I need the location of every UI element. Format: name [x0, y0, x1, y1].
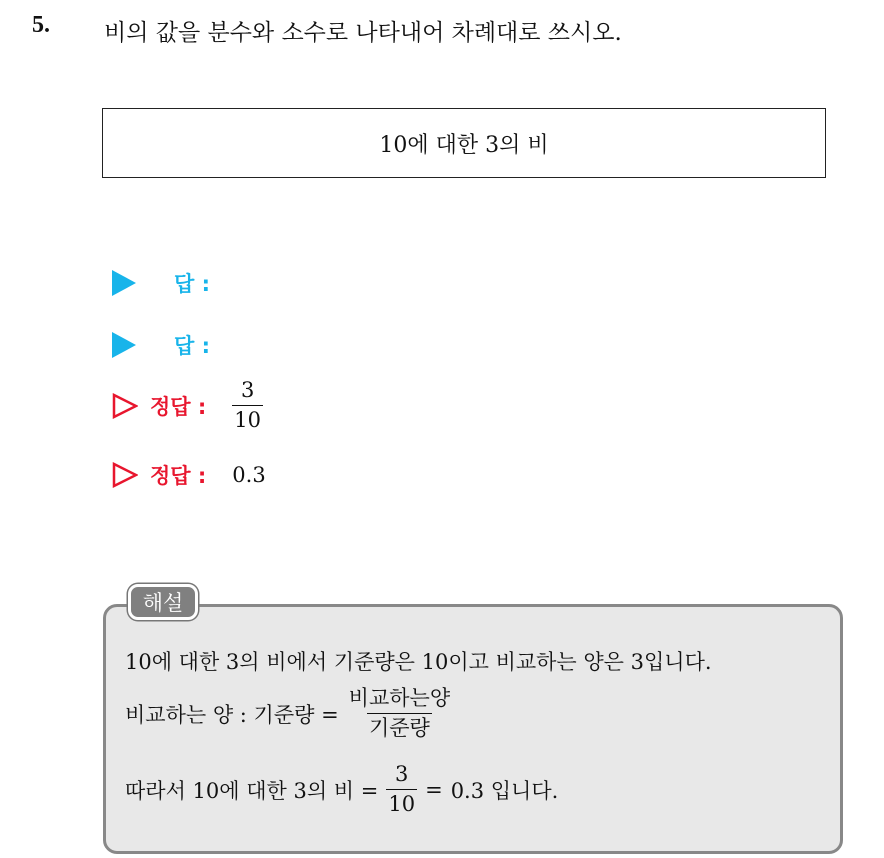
- explanation-conclusion-fraction: [386, 762, 417, 817]
- explanation-line-1: 10에 대한 3의 비에서 기준량은 10이고 비교하는 양은 3입니다.: [125, 650, 712, 674]
- condition-box: [102, 108, 826, 178]
- explanation-formula-fraction: [347, 686, 452, 741]
- correct-fraction: [232, 378, 263, 433]
- correct-label: 정답 :: [150, 464, 207, 488]
- question-text: 비의 값을 분수와 소수로 나타내어 차례대로 쓰시오.: [104, 20, 622, 46]
- explanation-line-2: [125, 686, 452, 741]
- condition-text: 10에 대한 3의 비: [379, 132, 549, 158]
- answer-label: 답 :: [174, 334, 210, 358]
- filled-triangle-icon: [112, 332, 136, 358]
- outline-triangle-icon: [112, 462, 138, 488]
- explanation-conclusion-right: 0.3 입니다.: [450, 778, 559, 803]
- filled-triangle-icon: [112, 270, 136, 296]
- answer-label: 답 :: [174, 272, 210, 296]
- fraction-numerator: 비교하는양: [348, 686, 451, 710]
- correct-label: 정답 :: [150, 394, 207, 419]
- answer-row-2: [112, 330, 210, 360]
- equals-sign: =: [425, 777, 443, 802]
- explanation-formula-left: 비교하는 양 : 기준량 =: [125, 702, 339, 727]
- explanation-line-3: [125, 762, 558, 817]
- correct-decimal: 0.3: [232, 463, 266, 487]
- answer-row-1: [112, 268, 210, 298]
- correct-answer-row-2: [112, 460, 266, 490]
- fraction-numerator: 3: [240, 378, 255, 402]
- outline-triangle-icon: [112, 393, 138, 419]
- fraction-denominator: 기준량: [367, 713, 432, 741]
- fraction-numerator: 3: [395, 762, 409, 786]
- explanation-conclusion-left: 따라서 10에 대한 3의 비 =: [125, 778, 379, 803]
- question-number: 5.: [32, 12, 50, 38]
- fraction-denominator: 10: [386, 789, 417, 817]
- correct-answer-row-1: [112, 378, 263, 433]
- explanation-tab: 해설: [128, 584, 198, 620]
- fraction-denominator: 10: [232, 405, 263, 433]
